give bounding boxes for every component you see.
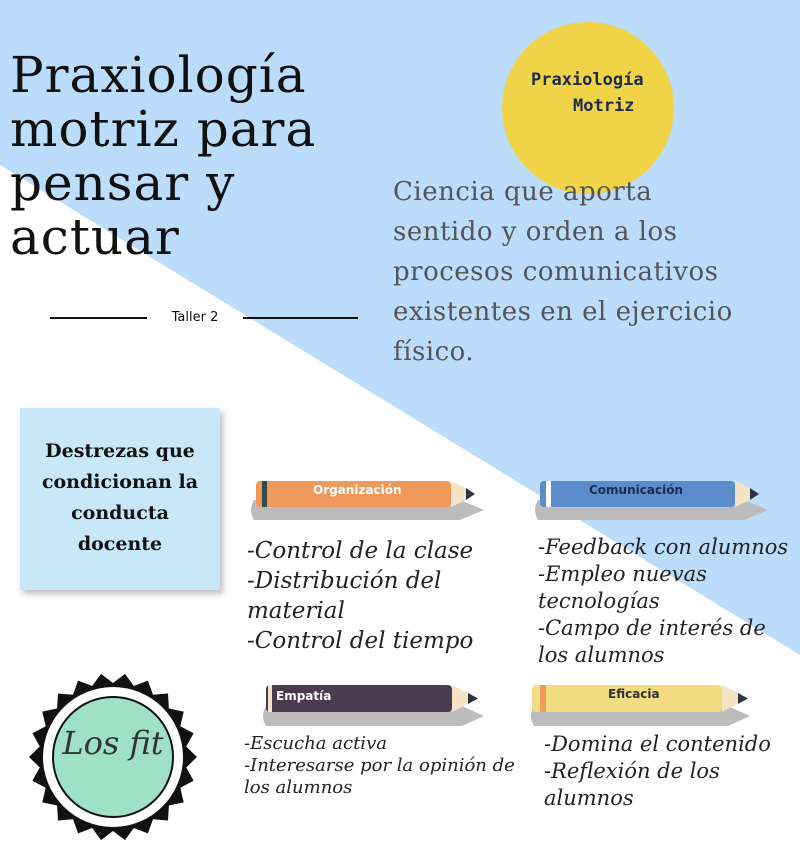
badge-icon	[28, 672, 198, 842]
definition-line: procesos comunicativos	[393, 257, 719, 287]
list-item: los alumnos	[244, 777, 353, 798]
circle-line: Praxiología	[531, 70, 644, 90]
definition-text	[393, 172, 798, 372]
subtitle-row	[0, 308, 360, 328]
definition-line: sentido y orden a los	[393, 217, 678, 247]
list-item: -Escucha activa	[244, 733, 387, 754]
pencil-empatia	[262, 682, 502, 734]
list-item: -Distribución del	[247, 568, 442, 594]
list-item: -Campo de interés de	[538, 616, 766, 640]
pencil-organizacion	[248, 478, 488, 530]
list-item: los alumnos	[538, 643, 665, 667]
definition-line: físico.	[393, 337, 475, 367]
list-item: -Reflexión de los	[544, 759, 720, 783]
pencil-comunicacion	[532, 478, 772, 530]
note-line: conducta	[71, 502, 169, 524]
pencil-label: Empatía	[276, 689, 332, 703]
skill-list-organizacion	[247, 536, 473, 656]
topic-circle	[502, 22, 674, 194]
los-fit-logo	[28, 672, 198, 842]
list-item: alumnos	[544, 786, 634, 810]
list-item: -Control de la clase	[247, 538, 474, 564]
pencil-label: Organización	[313, 483, 402, 497]
note-line: Destrezas que	[45, 440, 195, 462]
page-title	[10, 48, 316, 264]
list-item: -Domina el contenido	[544, 732, 771, 756]
definition-line: Ciencia que aporta	[393, 177, 653, 207]
pencil-label: Comunicación	[589, 483, 683, 497]
note-text	[20, 436, 220, 560]
divider-left	[50, 317, 147, 319]
note-line: condicionan la	[41, 471, 199, 493]
list-item: tecnologías	[538, 589, 660, 613]
skill-list-comunicacion	[538, 534, 788, 669]
divider-right	[243, 317, 358, 319]
title-line: actuar	[10, 208, 180, 266]
definition-line: existentes en el ejercicio	[393, 297, 733, 327]
list-item: -Feedback con alumnos	[538, 535, 789, 559]
title-line: Praxiología	[10, 46, 307, 104]
badge-text: Los fit	[62, 724, 164, 762]
list-item: material	[247, 598, 345, 624]
list-item: -Interesarse por la opinión de	[244, 755, 515, 776]
note-line: docente	[77, 533, 163, 555]
circle-line: Motriz	[573, 96, 635, 116]
pencil-label: Eficacia	[608, 687, 660, 701]
list-item: -Control del tiempo	[247, 628, 474, 654]
title-line: pensar y	[10, 154, 236, 212]
title-line: motriz para	[10, 100, 317, 158]
skill-list-empatia	[244, 733, 515, 799]
pencil-eficacia	[528, 682, 768, 734]
list-item: -Empleo nuevas	[538, 562, 707, 586]
subtitle: Taller 2	[171, 310, 219, 325]
sticky-note	[20, 408, 220, 590]
